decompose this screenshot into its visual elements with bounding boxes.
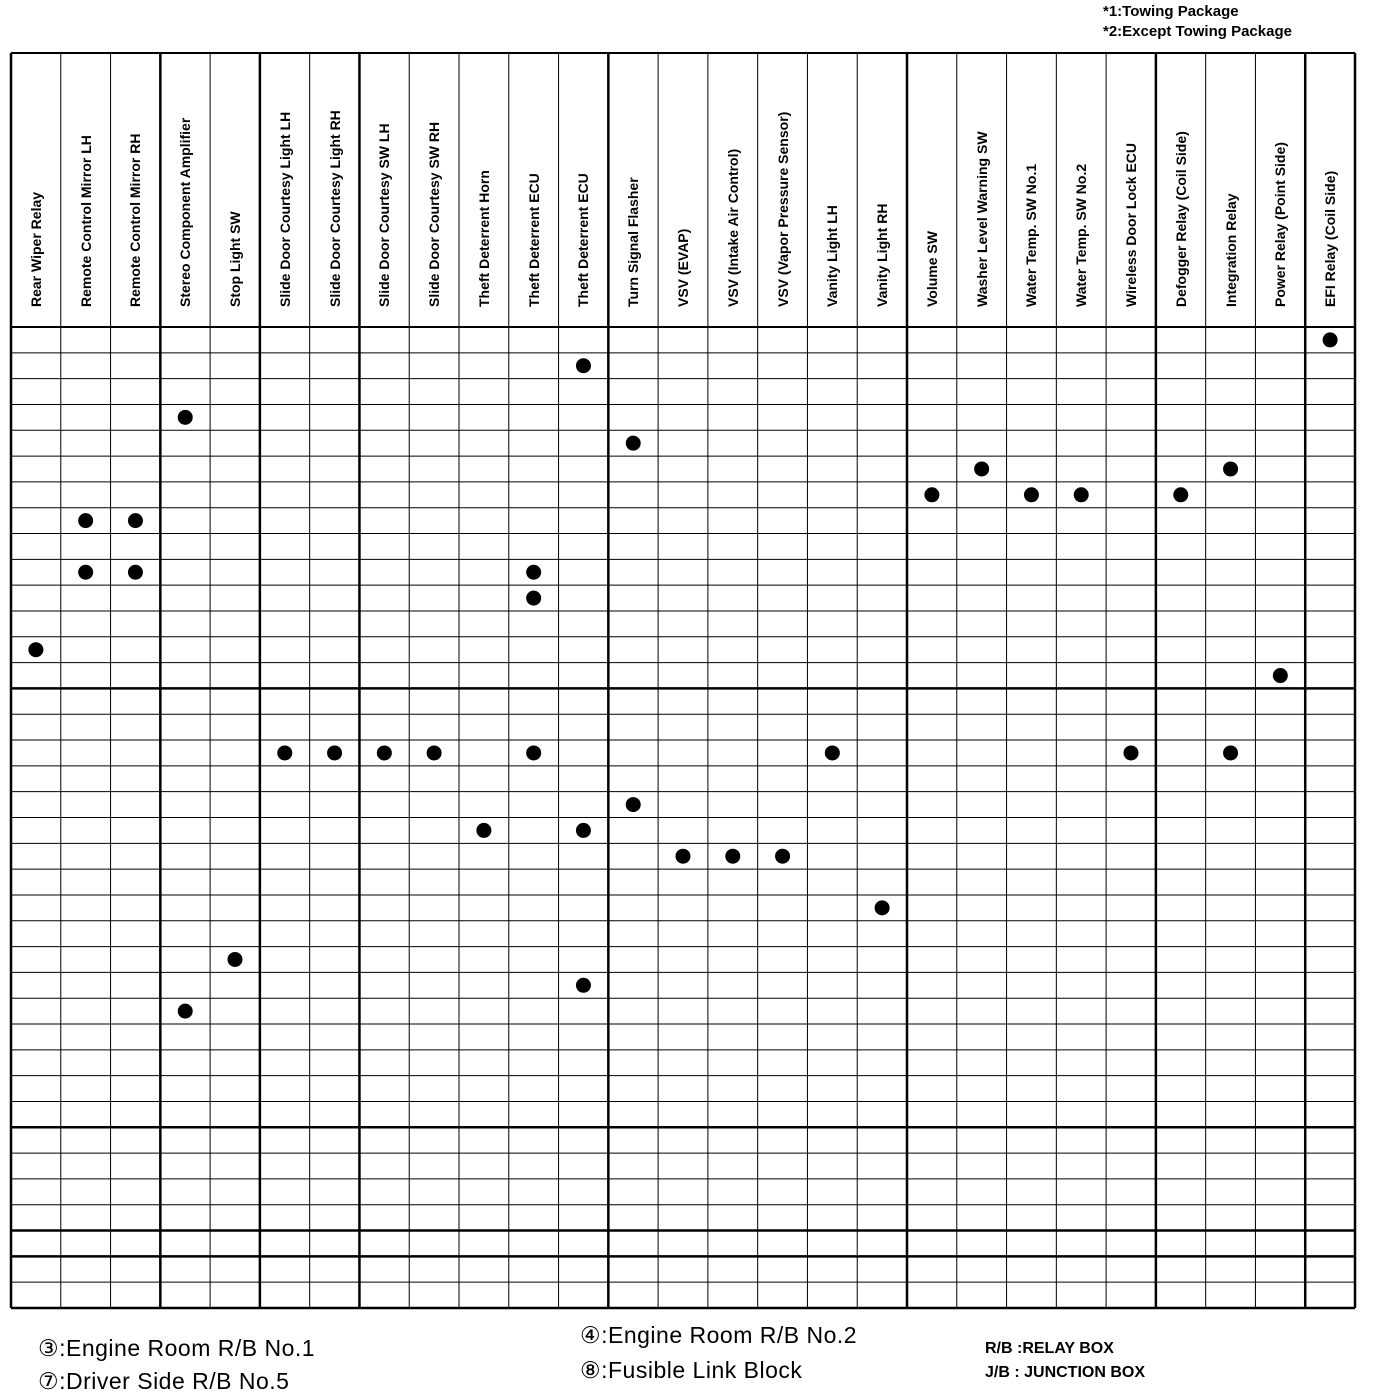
- column-header-label: Remote Control Mirror LH: [77, 135, 94, 307]
- note-towing-package: *1:Towing Package: [1103, 3, 1239, 20]
- connection-dot: [576, 978, 591, 993]
- column-header-label: Integration Relay: [1222, 193, 1239, 307]
- column-header-label: Theft Deterrent ECU: [575, 173, 592, 307]
- column-header-label: Slide Door Courtesy Light LH: [276, 111, 293, 307]
- column-header-label: Stereo Component Amplifier: [177, 117, 194, 307]
- connection-dot: [924, 487, 939, 502]
- column-header-label: Vanity Light RH: [874, 203, 891, 307]
- column-header-label: Slide Door Courtesy Light RH: [326, 110, 343, 307]
- connection-dot: [725, 849, 740, 864]
- connection-dot: [875, 900, 890, 915]
- connection-dot: [178, 1004, 193, 1019]
- legend-relay-box: R/B :RELAY BOX: [985, 1340, 1114, 1357]
- connection-dot: [576, 358, 591, 373]
- column-header-label: Turn Signal Flasher: [625, 177, 642, 307]
- connection-dot: [1024, 487, 1039, 502]
- connection-dot: [526, 591, 541, 606]
- legend-junction-box: J/B : JUNCTION BOX: [985, 1364, 1146, 1381]
- column-header-label: Remote Control Mirror RH: [127, 133, 144, 307]
- connection-dot: [1323, 332, 1338, 347]
- column-header-label: Vanity Light LH: [824, 205, 841, 307]
- connection-dot: [974, 461, 989, 476]
- column-header-label: VSV (Vapor Pressure Sensor): [774, 111, 791, 307]
- column-header-label: Theft Deterrent Horn: [475, 170, 492, 307]
- column-header-label: Water Temp. SW No.2: [1073, 163, 1090, 307]
- connection-dot: [1074, 487, 1089, 502]
- connection-dot: [78, 565, 93, 580]
- legend-fusible-link-block: ⑧:Fusible Link Block: [580, 1357, 803, 1383]
- connection-dot: [178, 410, 193, 425]
- legend-driver-side-rb-5: ⑦:Driver Side R/B No.5: [38, 1368, 290, 1394]
- connection-dot: [526, 745, 541, 760]
- connection-dot: [28, 642, 43, 657]
- legend-engine-room-rb-1: ③:Engine Room R/B No.1: [38, 1335, 316, 1361]
- column-header-label: Wireless Door Lock ECU: [1123, 142, 1139, 307]
- connection-dot: [1273, 668, 1288, 683]
- connection-dot: [377, 745, 392, 760]
- connection-dot: [775, 849, 790, 864]
- connection-dot: [327, 745, 342, 760]
- connection-dot: [1124, 745, 1139, 760]
- connection-dot: [128, 565, 143, 580]
- column-header-label: Power Relay (Point Side): [1272, 142, 1289, 307]
- connection-dot: [626, 436, 641, 451]
- column-header-label: Water Temp. SW No.1: [1023, 163, 1040, 307]
- connection-dot: [78, 513, 93, 528]
- connection-dot: [626, 797, 641, 812]
- connection-dot: [1223, 461, 1238, 476]
- column-header-label: Stop Light SW: [227, 211, 243, 307]
- connection-dot: [228, 952, 243, 967]
- column-header-label: Washer Level Warning SW: [973, 131, 990, 307]
- column-header-label: Slide Door Courtesy SW LH: [376, 123, 393, 307]
- connection-dot: [526, 565, 541, 580]
- column-header-label: Volume SW: [923, 231, 940, 307]
- connection-dot: [576, 823, 591, 838]
- column-header-label: Rear Wiper Relay: [27, 191, 44, 307]
- column-header-label: Defogger Relay (Coil Side): [1172, 131, 1189, 307]
- column-header-label: Slide Door Courtesy SW RH: [426, 121, 443, 307]
- connection-dot: [676, 849, 691, 864]
- column-header-label: VSV (EVAP): [675, 228, 691, 307]
- legend-engine-room-rb-2: ④:Engine Room R/B No.2: [580, 1322, 858, 1348]
- note-except-towing-package: *2:Except Towing Package: [1103, 23, 1292, 40]
- connection-dot: [476, 823, 491, 838]
- connection-dot: [1173, 487, 1188, 502]
- column-header-label: VSV (Intake Air Control): [724, 148, 741, 307]
- connection-dot: [825, 745, 840, 760]
- connection-dot: [277, 745, 292, 760]
- connection-dot: [1223, 745, 1238, 760]
- connection-dot: [427, 745, 442, 760]
- column-header-label: EFI Relay (Coil Side): [1322, 170, 1339, 307]
- connection-dot: [128, 513, 143, 528]
- column-header-label: Theft Deterrent ECU: [525, 173, 542, 307]
